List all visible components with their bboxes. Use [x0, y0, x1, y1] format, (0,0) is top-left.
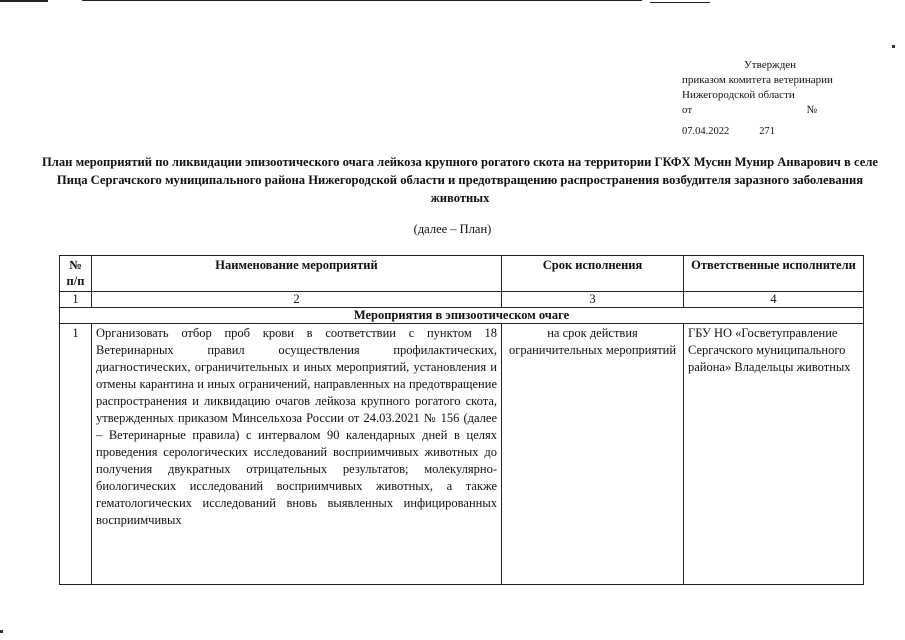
plan-table — [59, 255, 864, 585]
header-cell: Срок исполнения — [502, 256, 684, 292]
scan-edge-line — [0, 0, 48, 2]
header-cell: Ответственные исполнители — [684, 256, 864, 292]
approval-line: Нижегородской области — [682, 89, 795, 101]
header-cell: Наименование мероприятий — [92, 256, 502, 292]
approval-line: приказом комитета ветеринарии — [682, 74, 833, 86]
row-number: 1 — [60, 324, 92, 585]
scan-edge-line — [650, 2, 710, 3]
column-number: 1 — [60, 292, 92, 308]
approval-from-label: от — [682, 104, 693, 116]
approval-date: 07.04.2022 — [682, 126, 730, 137]
section-title: Мероприятия в эпизоотическом очаге — [60, 308, 864, 324]
scan-speck — [892, 45, 895, 48]
header-cell: № п/п — [60, 256, 92, 292]
column-number: 4 — [684, 292, 864, 308]
document-title: План мероприятий по ликвидации эпизоотического очага лейкоза крупного рогатого скота на территории ГКФХ Мусин Мунир Анварович в селе Пица Сергачского муниципального района Нижегородской области и предотвращению распространения возбудителя заразного заболевания животных — [42, 155, 878, 205]
table-row — [60, 324, 864, 585]
deadline-cell: на срок действия ограничительных мероприятий — [502, 324, 684, 585]
activity-cell: Организовать отбор проб крови в соответствии с пунктом 18 Ветеринарных правил осуществления профилактических, диагностических, ограничительных и иных мероприятий, установления и отмены карантина и иных ограничений, направленных на предотвращение распространения и ликвидацию очагов лейкоза крупного рогатого скота, утвержденных приказом Минсельхоза России от 24.03.2021 № 156 (далее – Ветеринарные правила) с интервалом 90 календарных дней в целях проведения серологических исследований восприимчивых животных до получения двукратных отрицательных результатов; молекулярно-биологических исследований восприимчивых животных, а также гематологических исследований вновь выявленных инфицированных восприимчивых — [92, 324, 502, 585]
column-number-row — [60, 292, 864, 308]
scan-edge-line — [82, 0, 642, 1]
approval-number-label: № — [806, 104, 817, 116]
section-row — [60, 308, 864, 324]
document-subtitle: (далее – План) — [413, 222, 492, 236]
table-header-row — [60, 256, 864, 292]
column-number: 3 — [502, 292, 684, 308]
approval-line: Утвержден — [744, 59, 797, 71]
approval-number: 271 — [759, 126, 775, 137]
column-number: 2 — [92, 292, 502, 308]
scan-speck — [0, 630, 3, 633]
approval-stamp — [682, 58, 882, 139]
executors-cell: ГБУ НО «Госветуправление Сергачского муниципального района» Владельцы животных — [684, 324, 864, 585]
